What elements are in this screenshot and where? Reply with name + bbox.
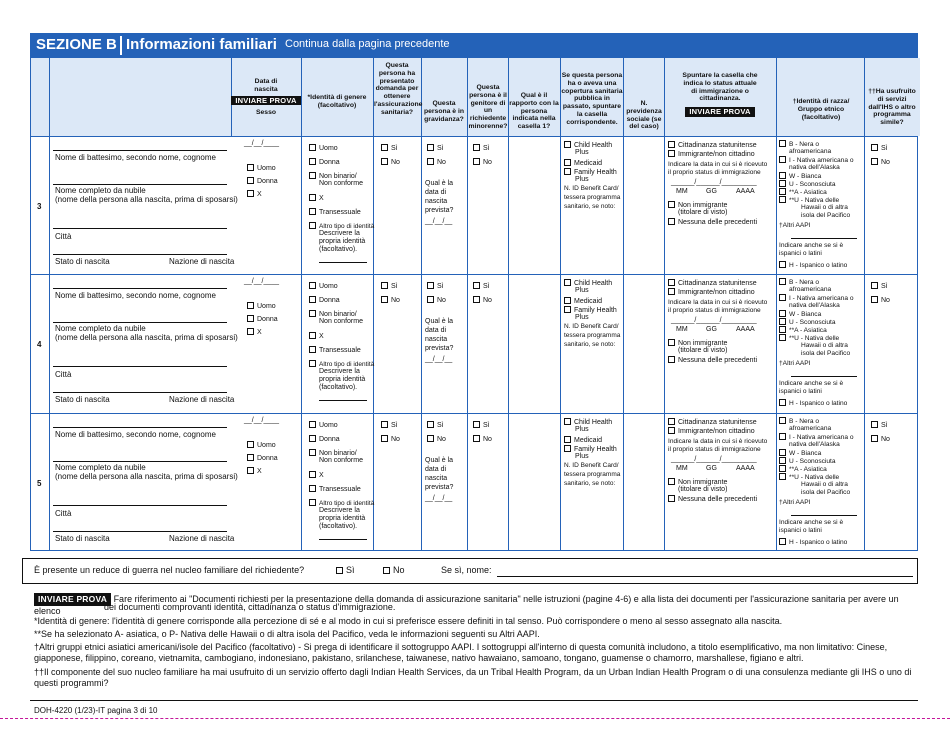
imm-date-input[interactable]: ______/______/_________ (671, 179, 757, 186)
maiden-label: Nome completo da nubile (55, 186, 146, 195)
row-number: 5 (37, 479, 42, 488)
sex-option-female[interactable]: Donna (247, 177, 278, 187)
race-w[interactable]: W - Bianca (779, 449, 821, 459)
imm-date-label-2: il proprio status di immigrazione (668, 169, 761, 176)
race-w[interactable]: W - Bianca (779, 310, 821, 320)
parent-no[interactable]: No (473, 435, 492, 445)
imm-date-mm: MM (676, 188, 688, 195)
race-p-cont: Hawaii o di altra (801, 481, 848, 488)
pregnant-yes[interactable]: Sì (427, 282, 444, 292)
imm-date-label: Indicare la data in cui si è ricevuto (668, 299, 768, 306)
gender-option-female[interactable]: Donna (309, 435, 340, 445)
race-i-cont: nativa dell'Alaska (789, 441, 840, 448)
gender-describe-2: propria identità (319, 376, 366, 383)
maiden-input[interactable] (53, 505, 227, 506)
gender-describe-2: propria identità (319, 238, 366, 245)
race-other-input[interactable] (791, 376, 857, 377)
pregnant-no[interactable]: No (427, 158, 446, 168)
due-label-3: nascita (425, 198, 448, 205)
gender-option-nonbinary[interactable]: Non binario/ (309, 310, 357, 320)
birth-country-label: Nazione di nascita (169, 534, 235, 543)
coverage-fhp[interactable]: Family Health (564, 445, 617, 455)
race-h[interactable]: H - Ispanico o latino (779, 399, 847, 409)
due-label-2: data di (425, 327, 447, 334)
imm-immigrant[interactable]: Immigrante/non cittadino (668, 150, 755, 160)
imm-date-label-2: il proprio status di immigrazione (668, 446, 761, 453)
race-p-cont: Hawaii o di altra (801, 204, 848, 211)
imm-visa: (titolare di visto) (678, 347, 728, 354)
parent-yes[interactable]: Sì (473, 421, 490, 431)
ihs-no[interactable]: No (871, 435, 890, 445)
header-relation: Qual è il rapporto con la persona indicata nella casella 1? (509, 92, 559, 131)
imm-date-input[interactable]: ______/______/_________ (671, 456, 757, 463)
proof-note-1: Fare riferimento ai "Documenti richiesti per la presentazione della domanda di assicurazione sanitaria" nelle istruzioni (pagine 4-6) e alla lista dei documenti per l'assicurazione sanitaria per avere un elenco (34, 594, 899, 616)
imm-date-aaaa: AAAA (736, 326, 755, 333)
imm-none[interactable]: Nessuna delle precedenti (668, 356, 757, 366)
race-i[interactable]: I - Nativa americana o (779, 294, 854, 304)
due-input[interactable]: __/__/__ (425, 495, 453, 502)
coverage-fhp-cont: Plus (575, 453, 589, 460)
maiden-input[interactable] (53, 228, 227, 229)
coverage-id-label-3: sanitario, se noto: (564, 203, 616, 210)
parent-no[interactable]: No (473, 296, 492, 306)
coverage-fhp-cont: Plus (575, 314, 589, 321)
header-immigration: Spuntare la casella che indica lo status attuale di immigrazione o cittadinanza. (682, 72, 758, 103)
imm-date-mm: MM (676, 326, 688, 333)
gender-note: *Identità di genere: l'identità di genere corrisponde alla percezione di sé e al modo in cui si preferisce essere definiti in tal senso. Può corrispondere o meno al sesso assegnato alla nascita. (34, 616, 783, 626)
coverage-chp-cont: Plus (575, 149, 589, 156)
ihs-yes[interactable]: Sì (871, 144, 888, 154)
city-label: Città (55, 509, 72, 518)
race-w[interactable]: W - Bianca (779, 172, 821, 182)
imm-citizen[interactable]: Cittadinanza statunitense (668, 141, 757, 151)
gender-option-female[interactable]: Donna (309, 158, 340, 168)
applied-yes[interactable]: Sì (381, 282, 398, 292)
gender-option-other[interactable]: Altro tipo di identità (309, 222, 374, 232)
maiden-note: (nome della persona alla nascita, prima di sposarsi) (55, 472, 238, 481)
proof-badge-2: INVIARE PROVA (685, 107, 754, 117)
gender-option-other[interactable]: Altro tipo di identità (309, 499, 374, 509)
birth-country-label: Nazione di nascita (169, 395, 235, 404)
veteran-no[interactable]: No (383, 566, 405, 576)
gender-option-trans[interactable]: Transessuale (309, 485, 361, 495)
race-u[interactable]: U - Sconosciuta (779, 318, 836, 328)
form-id: DOH-4220 (1/23)-IT pagina 3 di 10 (34, 706, 158, 715)
imm-date-gg: GG (706, 465, 717, 472)
race-i-cont: nativa dell'Alaska (789, 164, 840, 171)
race-p-cont: Hawaii o di altra (801, 342, 848, 349)
imm-none[interactable]: Nessuna delle precedenti (668, 495, 757, 505)
race-p-cont-2: isola del Pacifico (801, 212, 851, 219)
race-hisp-note-2: ispanici o latini (779, 388, 822, 395)
first-name-input[interactable] (53, 322, 227, 323)
section-label: SEZIONE B (36, 36, 117, 53)
gender-option-nonbinary[interactable]: Non binario/ (309, 172, 357, 182)
veteran-if-yes: Se sì, nome: (441, 565, 492, 575)
due-label-4: prevista? (425, 484, 454, 491)
gender-option-nonbinary-cont: Non conforme (319, 457, 363, 464)
gender-describe-2: propria identità (319, 515, 366, 522)
pregnant-yes[interactable]: Sì (427, 421, 444, 431)
row-number: 3 (37, 202, 42, 211)
aapi-note: **Se ha selezionato A- asiatica, o P- Nativa delle Hawaii o di altra isola del Pacifico, veda le informazioni seguenti su Altri AAPI. (34, 629, 540, 639)
imm-date-label: Indicare la data in cui si è ricevuto (668, 438, 768, 445)
race-hisp-note-2: ispanici o latini (779, 527, 822, 534)
pregnant-no[interactable]: No (427, 296, 446, 306)
race-other-label: †Altri AAPI (779, 499, 811, 506)
gender-option-female[interactable]: Donna (309, 296, 340, 306)
coverage-medicaid[interactable]: Medicaid (564, 436, 602, 446)
coverage-chp[interactable]: Child Health (564, 418, 612, 428)
first-name-label: Nome di battesimo, secondo nome, cognome (55, 430, 216, 439)
section-banner (30, 33, 918, 57)
race-u[interactable]: U - Sconosciuta (779, 180, 836, 190)
dob-input[interactable]: __/__/____ (244, 278, 280, 285)
ihs-yes[interactable]: Sì (871, 421, 888, 431)
ihs-yes[interactable]: Sì (871, 282, 888, 292)
race-b[interactable]: B - Nera o (779, 278, 819, 288)
continued-note: Continua dalla pagina precedente (285, 38, 450, 50)
coverage-id-label-2: tessera programma (564, 332, 621, 339)
proof-badge: INVIARE PROVA (231, 96, 300, 106)
proof-note-2: dei documenti comprovanti identità, cittadinanza o status d'immigrazione. (104, 602, 396, 612)
race-i-cont: nativa dell'Alaska (789, 302, 840, 309)
race-b-cont: afroamericana (789, 286, 832, 293)
first-name-input[interactable] (53, 461, 227, 462)
gender-option-male[interactable]: Uomo (309, 282, 338, 292)
imm-none[interactable]: Nessuna delle precedenti (668, 218, 757, 228)
city-label: Città (55, 370, 72, 379)
coverage-chp[interactable]: Child Health (564, 141, 612, 151)
due-label: Qual è la (425, 180, 454, 187)
gender-option-trans[interactable]: Transessuale (309, 208, 361, 218)
sex-option-male[interactable]: Uomo (247, 441, 276, 451)
birth-country-label: Nazione di nascita (169, 257, 235, 266)
header-coverage: Se questa persona ha o aveva una copertura sanitaria pubblica in passato, spuntare la casella corrispondente. (561, 72, 623, 126)
race-other-label: †Altri AAPI (779, 360, 811, 367)
race-hisp-note: Indicare anche se si è (779, 519, 844, 526)
coverage-fhp[interactable]: Family Health (564, 168, 617, 178)
race-hisp-note: Indicare anche se si è (779, 242, 844, 249)
race-b-cont: afroamericana (789, 148, 832, 155)
imm-date-mm: MM (676, 465, 688, 472)
due-input[interactable]: __/__/__ (425, 356, 453, 363)
race-b[interactable]: B - Nera o (779, 140, 819, 150)
coverage-chp-cont: Plus (575, 287, 589, 294)
veteran-yes[interactable]: Sì (336, 566, 355, 576)
coverage-id-label-2: tessera programma (564, 194, 621, 201)
first-name-label: Nome di battesimo, secondo nome, cognome (55, 153, 216, 162)
gender-option-x[interactable]: X (309, 332, 324, 342)
header-ihs: ††Ha usufruito di servizi dall'IHS o altro programma simile? (868, 88, 916, 127)
imm-nonimmigrant[interactable]: Non immigrante (668, 478, 727, 488)
gender-option-trans[interactable]: Transessuale (309, 346, 361, 356)
race-a[interactable]: **A - Asiatica (779, 188, 827, 198)
race-p[interactable]: **U - Nativa delle (779, 196, 839, 206)
coverage-id-label-2: tessera programma (564, 471, 621, 478)
gender-describe-1: Descrivere la (319, 507, 360, 514)
sex-option-x[interactable]: X (247, 328, 262, 338)
coverage-id-label: N. ID Benefit Card/ (564, 323, 619, 330)
birth-state-label: Stato di nascita (55, 534, 110, 543)
race-i[interactable]: I - Nativa americana o (779, 433, 854, 443)
first-name-label: Nome di battesimo, secondo nome, cognome (55, 291, 216, 300)
race-h[interactable]: H - Ispanico o latino (779, 538, 847, 548)
imm-visa: (titolare di visto) (678, 486, 728, 493)
city-input[interactable] (53, 392, 227, 393)
race-hisp-note: Indicare anche se si è (779, 380, 844, 387)
gender-option-x[interactable]: X (309, 194, 324, 204)
pregnant-yes[interactable]: Sì (427, 144, 444, 154)
gender-option-x[interactable]: X (309, 471, 324, 481)
race-a[interactable]: **A - Asiatica (779, 326, 827, 336)
header-race: †Identità di razza/ Gruppo etnico (facoltativo) (792, 98, 850, 121)
due-label-4: prevista? (425, 207, 454, 214)
due-label: Qual è la (425, 318, 454, 325)
sex-option-male[interactable]: Uomo (247, 302, 276, 312)
section-title: Informazioni familiari (120, 36, 277, 55)
coverage-id-label-3: sanitario, se noto: (564, 480, 616, 487)
gender-describe-input[interactable] (319, 400, 367, 401)
imm-nonimmigrant[interactable]: Non immigrante (668, 201, 727, 211)
gender-describe-3: (facoltativo). (319, 523, 358, 530)
birth-state-label: Stato di nascita (55, 257, 110, 266)
household-table (30, 57, 918, 551)
first-name-input[interactable] (53, 184, 227, 185)
race-b-cont: afroamericana (789, 425, 832, 432)
sex-option-x[interactable]: X (247, 190, 262, 200)
due-label: Qual è la (425, 457, 454, 464)
race-i[interactable]: I - Nativa americana o (779, 156, 854, 166)
ihs-no[interactable]: No (871, 296, 890, 306)
dob-input[interactable]: __/__/____ (244, 417, 280, 424)
coverage-fhp[interactable]: Family Health (564, 306, 617, 316)
maiden-note: (nome della persona alla nascita, prima di sposarsi) (55, 333, 238, 342)
dob-input[interactable]: __/__/____ (244, 140, 280, 147)
header-sex: Sesso (255, 109, 277, 117)
gender-option-nonbinary-cont: Non conforme (319, 318, 363, 325)
race-p-cont-2: isola del Pacifico (801, 350, 851, 357)
due-label-2: data di (425, 466, 447, 473)
imm-date-gg: GG (706, 188, 717, 195)
race-u[interactable]: U - Sconosciuta (779, 457, 836, 467)
gender-describe-input[interactable] (319, 539, 367, 540)
race-a[interactable]: **A - Asiatica (779, 465, 827, 475)
due-label-3: nascita (425, 475, 448, 482)
pregnant-no[interactable]: No (427, 435, 446, 445)
city-label: Città (55, 232, 72, 241)
due-input[interactable]: __/__/__ (425, 218, 453, 225)
imm-citizen[interactable]: Cittadinanza statunitense (668, 279, 757, 289)
coverage-chp-cont: Plus (575, 426, 589, 433)
header-gender: *Identità di genere (facoltativo) (307, 94, 367, 109)
parent-yes[interactable]: Sì (473, 282, 490, 292)
imm-date-label-2: il proprio status di immigrazione (668, 307, 761, 314)
gender-describe-3: (facoltativo). (319, 384, 358, 391)
applied-no[interactable]: No (381, 158, 400, 168)
ihs-no[interactable]: No (871, 158, 890, 168)
birth-state-label: Stato di nascita (55, 395, 110, 404)
sex-option-male[interactable]: Uomo (247, 164, 276, 174)
other-aapi-note-1: †Altri gruppi etnici asiatici americani/isole del Pacifico (facoltativo) - Si prega di identificare il sottogruppo AAPI. I sottogruppi all'interno di questa comunità includono, a titolo esemplificativo, ma non limitativo: Cinese, (34, 642, 888, 652)
coverage-medicaid[interactable]: Medicaid (564, 159, 602, 169)
imm-citizen[interactable]: Cittadinanza statunitense (668, 418, 757, 428)
imm-immigrant[interactable]: Immigrante/non cittadino (668, 288, 755, 298)
parent-no[interactable]: No (473, 158, 492, 168)
ihs-note-1: ††Il componente del suo nucleo familiare ha mai usufruito di un servizio offerto dagli Indian Health Services, da un Tribal Health Program, da un Urban Indian Health Program o di una consulenza mediante gli IHS o uno di (34, 667, 912, 677)
proof-note-badge: INVIARE PROVA (34, 593, 111, 606)
imm-visa: (titolare di visto) (678, 209, 728, 216)
gender-describe-3: (facoltativo). (319, 246, 358, 253)
sex-option-female[interactable]: Donna (247, 454, 278, 464)
header-applied: Questa persona ha presentato domanda per ottenere l'assicurazione sanitaria? (374, 62, 423, 116)
coverage-chp[interactable]: Child Health (564, 279, 612, 289)
race-hisp-note-2: ispanici o latini (779, 250, 822, 257)
race-p[interactable]: **U - Nativa delle (779, 334, 839, 344)
maiden-input[interactable] (53, 366, 227, 367)
due-label-4: prevista? (425, 345, 454, 352)
imm-date-aaaa: AAAA (736, 465, 755, 472)
race-p[interactable]: **U - Nativa delle (779, 473, 839, 483)
imm-nonimmigrant[interactable]: Non immigrante (668, 339, 727, 349)
applied-no[interactable]: No (381, 435, 400, 445)
veteran-name-input[interactable] (497, 576, 913, 577)
maiden-label: Nome completo da nubile (55, 324, 146, 333)
header-dob: Data di nascita (254, 78, 278, 93)
imm-date-label: Indicare la data in cui si è ricevuto (668, 161, 768, 168)
imm-immigrant[interactable]: Immigrante/non cittadino (668, 427, 755, 437)
race-h[interactable]: H - Ispanico o latino (779, 261, 847, 271)
coverage-id-label-3: sanitario, se noto: (564, 341, 616, 348)
race-p-cont-2: isola del Pacifico (801, 489, 851, 496)
footer-rule (30, 700, 918, 701)
city-input[interactable] (53, 531, 227, 532)
gender-option-male[interactable]: Uomo (309, 144, 338, 154)
due-label-2: data di (425, 189, 447, 196)
row-number: 4 (37, 340, 42, 349)
race-other-input[interactable] (791, 515, 857, 516)
applied-yes[interactable]: Sì (381, 421, 398, 431)
applied-no[interactable]: No (381, 296, 400, 306)
veteran-question: È presente un reduce di guerra nel nucleo familiare del richiedente? (34, 565, 305, 575)
imm-date-gg: GG (706, 326, 717, 333)
other-aapi-note-2: giapponese, filippino, coreano, vietnamita, cambogiano, indonesiano, pakistano, srilanchese, taiwanese, nativo hawaiano, samoano, tongano, guamense o chamorro, marshallese, figiano e altri. (34, 653, 804, 663)
due-label-3: nascita (425, 336, 448, 343)
coverage-medicaid[interactable]: Medicaid (564, 297, 602, 307)
race-other-label: †Altri AAPI (779, 222, 811, 229)
gender-describe-1: Descrivere la (319, 230, 360, 237)
gender-option-other[interactable]: Altro tipo di identità (309, 360, 374, 370)
city-input[interactable] (53, 254, 227, 255)
ihs-note-2: questi programmi? (34, 678, 109, 688)
gender-option-male[interactable]: Uomo (309, 421, 338, 431)
gender-describe-input[interactable] (319, 262, 367, 263)
header-ssn: N. previdenza sociale (se del caso) (626, 100, 662, 131)
maiden-label: Nome completo da nubile (55, 463, 146, 472)
coverage-fhp-cont: Plus (575, 176, 589, 183)
maiden-note: (nome della persona alla nascita, prima di sposarsi) (55, 195, 238, 204)
parent-yes[interactable]: Sì (473, 144, 490, 154)
cut-line (0, 718, 950, 719)
coverage-id-label: N. ID Benefit Card/ (564, 462, 619, 469)
gender-option-nonbinary[interactable]: Non binario/ (309, 449, 357, 459)
race-other-input[interactable] (791, 238, 857, 239)
gender-option-nonbinary-cont: Non conforme (319, 180, 363, 187)
sex-option-x[interactable]: X (247, 467, 262, 477)
imm-date-aaaa: AAAA (736, 188, 755, 195)
sex-option-female[interactable]: Donna (247, 315, 278, 325)
gender-describe-1: Descrivere la (319, 368, 360, 375)
imm-date-input[interactable]: ______/______/_________ (671, 317, 757, 324)
header-pregnant: Questa persona è in gravidanza? (423, 100, 465, 123)
race-b[interactable]: B - Nera o (779, 417, 819, 427)
applied-yes[interactable]: Sì (381, 144, 398, 154)
header-parent: Questa persona è il genitore di un richiedente minorenne? (468, 84, 508, 130)
coverage-id-label: N. ID Benefit Card/ (564, 185, 619, 192)
